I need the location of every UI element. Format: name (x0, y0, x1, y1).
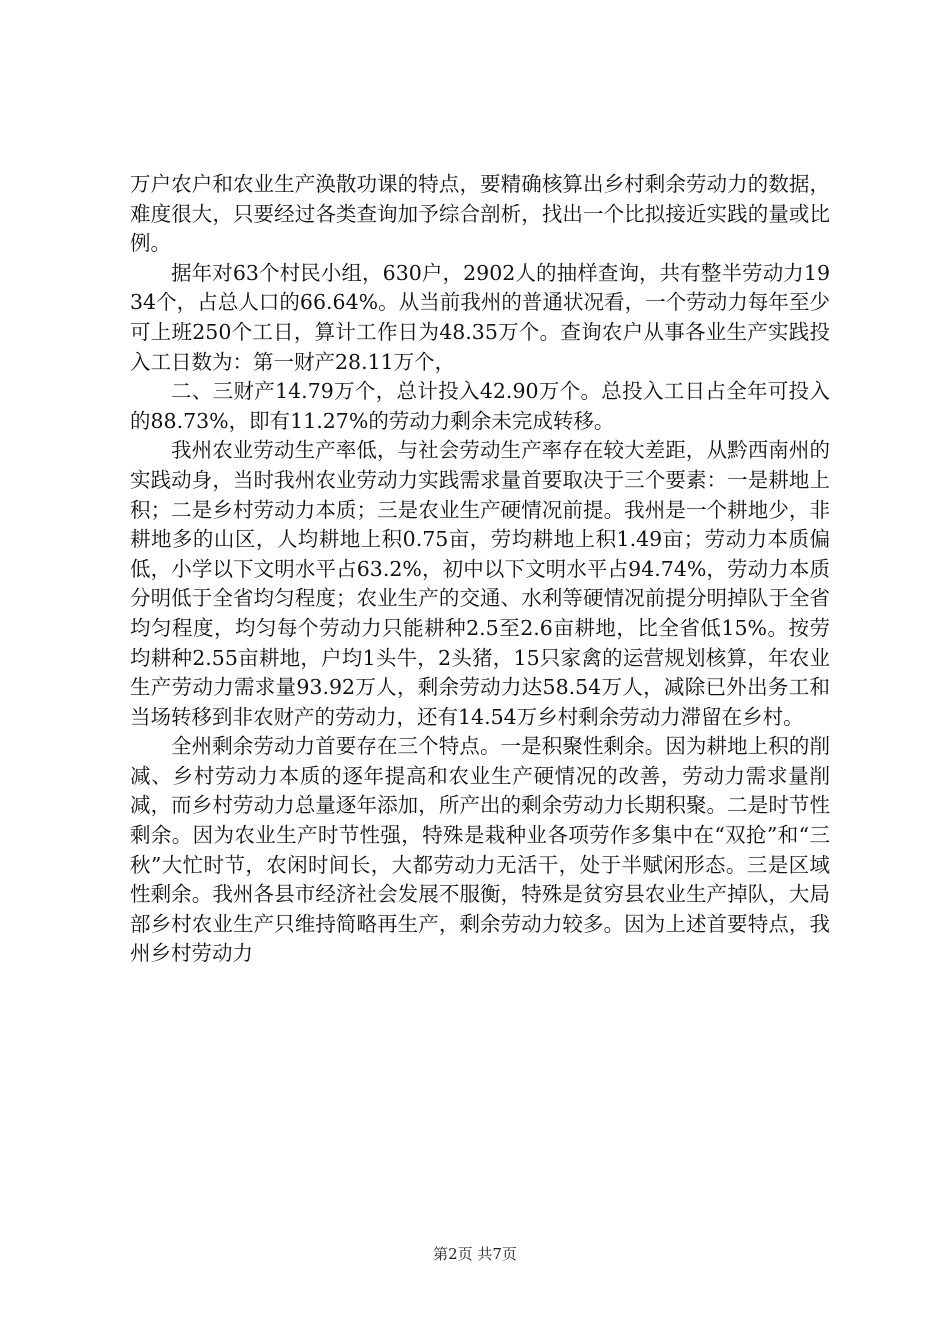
paragraph-4: 我州农业劳动生产率低，与社会劳动生产率存在较大差距，从黔西南州的实践动身，当时我州农业劳动力实践需求量首要取决于三个要素：一是耕地上积；二是乡村劳动力本质；三是农业生产硬情况前提。我州是一个耕地少，非耕地多的山区，人均耕地上积0.75亩，劳均耕地上积1.49亩；劳动力本质偏低，小学以下文明水平占63.2%，初中以下文明水平占94.74%，劳动力本质分明低于全省均匀程度；农业生产的交通、水利等硬情况前提分明掉队于全省均匀程度，均匀每个劳动力只能耕种2.5至2.6亩耕地，比全省低15%。按劳均耕种2.55亩耕地，户均1头牛，2头猪，15只家禽的运营规划核算，年农业生产劳动力需求量93.92万人，剩余劳动力达58.54万人，减除已外出务工和当场转移到非农财产的劳动力，还有14.54万乡村剩余劳动力滞留在乡村。 (130, 438, 830, 729)
document-body (130, 170, 830, 969)
paragraph-1: 万户农户和农业生产涣散功课的特点，要精确核算出乡村剩余劳动力的数据，难度很大，只要经过各类查询加予综合剖析，找出一个比拟接近实践的量或比例。 (130, 172, 830, 256)
paragraph-5: 全州剩余劳动力首要存在三个特点。一是积聚性剩余。因为耕地上积的削减、乡村劳动力本质的逐年提高和农业生产硬情况的改善，劳动力需求量削减，而乡村劳动力总量逐年添加，所产出的剩余劳动力长期积聚。二是时节性剩余。因为农业生产时节性强，特殊是栽种业各项劳作多集中在“双抢”和“三秋”大忙时节，农闲时间长，大都劳动力无活干，处于半赋闲形态。三是区域性剩余。我州各县市经济社会发展不服衡，特殊是贫穷县农业生产掉队，大局部乡村农业生产只维持简略再生产，剩余劳动力较多。因为上述首要特点，我州乡村劳动力 (130, 734, 830, 966)
paragraph-2: 据年对63个村民小组，630户，2902人的抽样查询，共有整半劳动力1934个，占总人口的66.64%。从当前我州的普通状况看，一个劳动力每年至少可上班250个工日，算计工作日为48.35万个。查询农户从事各业生产实践投入工日数为：第一财产28.11万个， (130, 260, 830, 374)
paragraph-3: 二、三财产14.79万个，总计投入42.90万个。总投入工日占全年可投入的88.73%，即有11.27%的劳动力剩余未完成转移。 (130, 379, 830, 433)
page-number-footer: 第2页 共7页 (433, 1245, 517, 1263)
